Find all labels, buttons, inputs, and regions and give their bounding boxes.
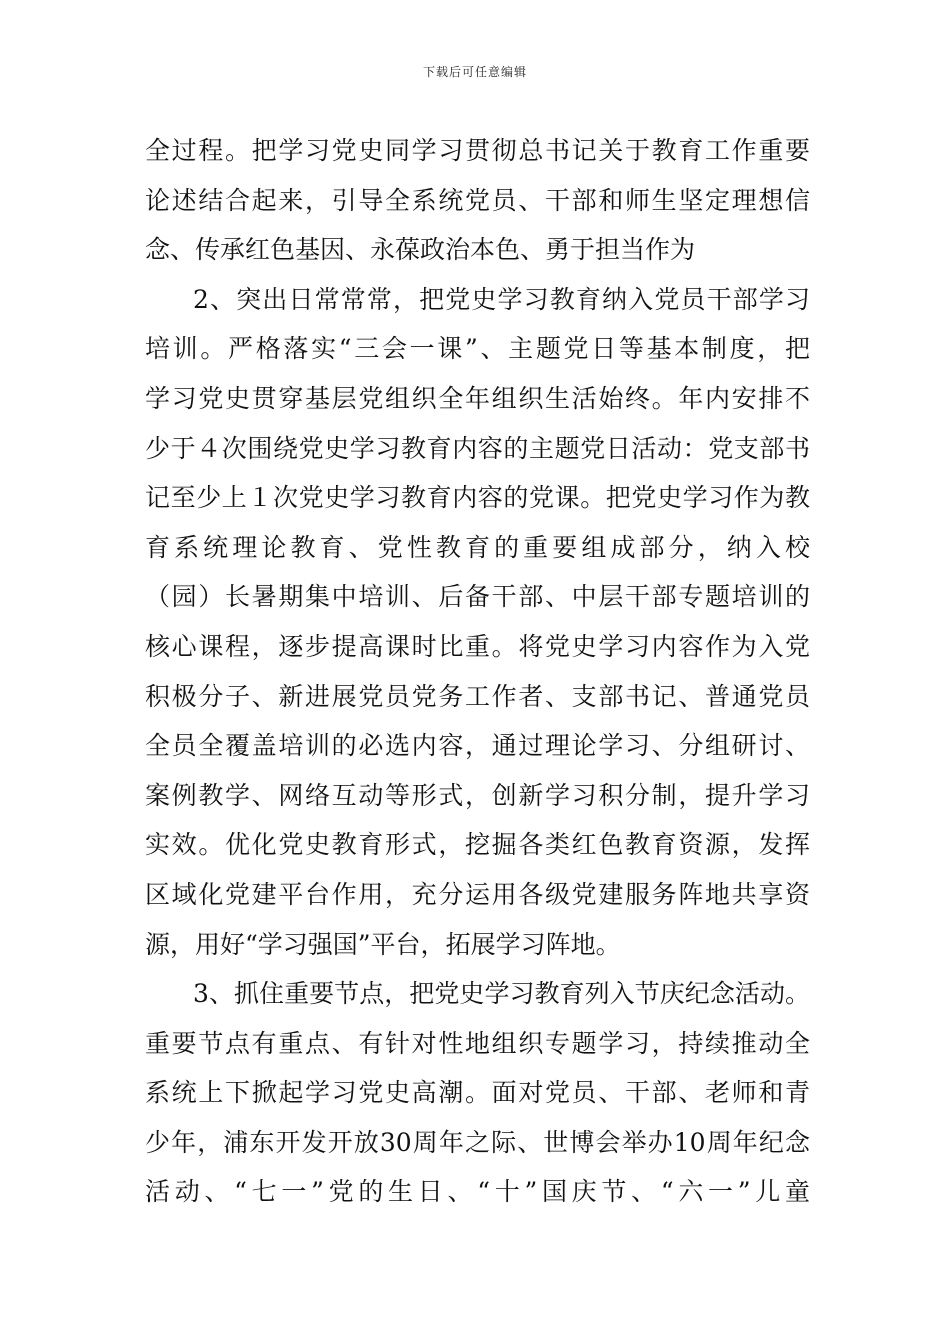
- text-line: 记至少上１次党史学习教育内容的党课。把党史学习作为教: [145, 483, 810, 513]
- text-line: 全过程。把学习党史同学习贯彻总书记关于教育工作重要: [145, 136, 810, 165]
- text-line: 育系统理论教育、党性教育的重要组成部分，纳入校: [145, 532, 810, 562]
- document-body: [145, 126, 810, 1217]
- text-line: 3、抓住重要节点，把党史学习教育列入节庆纪念活动。: [193, 979, 810, 1009]
- text-line: 培训。严格落实“三会一课”、主题党日等基本制度，把: [145, 334, 810, 364]
- page-header-note: 下载后可任意编辑: [422, 65, 527, 79]
- text-line: 案例教学、网络互动等形式，创新学习积分制，提升学习: [145, 780, 810, 810]
- text-line: 论述结合起来，引导全系统党员、干部和师生坚定理想信: [145, 185, 810, 215]
- paragraph-continuation: [145, 126, 810, 275]
- text-line: 实效。优化党史教育形式，挖掘各类红色教育资源，发挥: [145, 830, 810, 860]
- text-line: 区域化党建平台作用，充分运用各级党建服务阵地共享资: [145, 879, 810, 909]
- text-line: 少于４次围绕党史学习教育内容的主题党日活动：党支部书: [145, 433, 810, 463]
- text-line: 全员全覆盖培训的必选内容，通过理论学习、分组研讨、: [145, 731, 810, 761]
- text-line: 积极分子、新进展党员党务工作者、支部书记、普通党员: [145, 681, 810, 711]
- text-line: （园）长暑期集中培训、后备干部、中层干部专题培训的: [145, 582, 810, 612]
- text-line: 系统上下掀起学习党史高潮。面对党员、干部、老师和青: [145, 1078, 810, 1108]
- text-line: 学习党史贯穿基层党组织全年组织生活始终。年内安排不: [145, 383, 810, 413]
- text-line: 少年，浦东开发开放30周年之际、世博会举办10周年纪念: [145, 1127, 810, 1157]
- text-line: 核心课程，逐步提高课时比重。将党史学习内容作为入党: [145, 631, 810, 661]
- paragraph-item-2: [145, 275, 810, 969]
- text-line: 2、突出日常常常，把党史学习教育纳入党员干部学习: [193, 284, 810, 314]
- text-line: 活动、“七一”党的生日、“十”国庆节、“六一”儿童: [145, 1177, 810, 1207]
- text-line: 源，用好“学习强国”平台，拓展学习阵地。: [145, 929, 621, 959]
- text-line: 重要节点有重点、有针对性地组织专题学习，持续推动全: [145, 1028, 810, 1058]
- paragraph-item-3: [145, 969, 810, 1217]
- text-line: 念、传承红色基因、永葆政治本色、勇于担当作为: [145, 235, 696, 265]
